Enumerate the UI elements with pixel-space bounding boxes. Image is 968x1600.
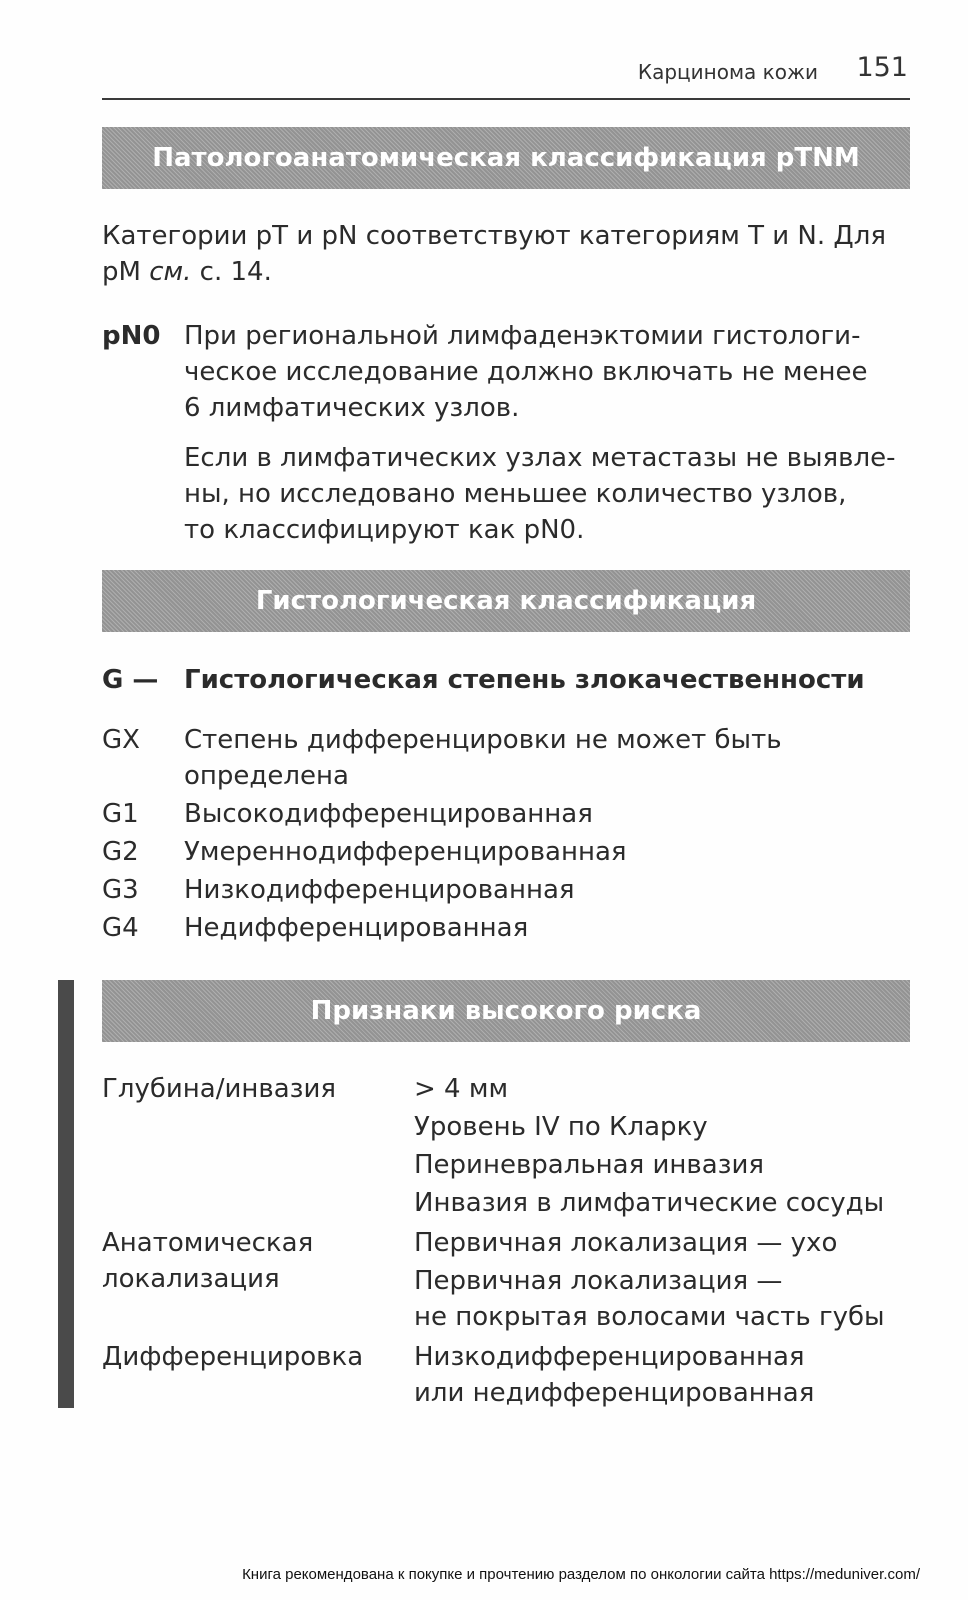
risk-value-line: или недифференцированная xyxy=(414,1378,815,1408)
risk-value xyxy=(414,1109,884,1145)
grade-description-line: Недифференцированная xyxy=(184,913,529,943)
risk-value xyxy=(414,1147,884,1183)
risk-values xyxy=(414,1071,884,1223)
pn0-paragraph-2 xyxy=(184,440,896,548)
pn0-p1-line: 6 лимфатических узлов. xyxy=(184,393,520,423)
grading-heading-code: G — xyxy=(102,665,159,695)
risk-value xyxy=(414,1263,885,1335)
grade-description xyxy=(184,872,575,908)
risk-value xyxy=(414,1071,884,1107)
grade-description-line: Высокодифференцированная xyxy=(184,799,593,829)
pn0-paragraph-1 xyxy=(184,318,867,426)
risk-label xyxy=(102,1225,414,1337)
risk-label-line: локализация xyxy=(102,1264,280,1294)
grade-description-line: определена xyxy=(184,761,349,791)
pn0-p1-line: При региональной лимфаденэктомии гистологи- xyxy=(184,321,861,351)
risk-value-line: Уровень IV по Кларку xyxy=(414,1112,708,1142)
risk-row xyxy=(102,1339,910,1413)
grade-code: G2 xyxy=(102,837,139,867)
pn0-p2-line: ны, но исследовано меньшее количество узлов, xyxy=(184,479,847,509)
grading-heading xyxy=(102,662,865,698)
intro-line-2-italic: см. xyxy=(149,257,192,287)
intro-paragraph xyxy=(102,218,910,290)
grade-description xyxy=(184,910,528,946)
risk-label xyxy=(102,1339,414,1413)
grade-list xyxy=(102,722,910,948)
risk-value-line: Первичная локализация — xyxy=(414,1266,783,1296)
risk-label-line: Дифференцировка xyxy=(102,1342,364,1372)
risk-table xyxy=(102,1071,910,1415)
risk-value xyxy=(414,1225,885,1261)
grade-description xyxy=(184,796,593,832)
grade-row xyxy=(102,796,910,832)
pn0-p2-line: то классифицируют как pN0. xyxy=(184,515,585,545)
grade-row xyxy=(102,910,910,946)
grade-description xyxy=(184,834,627,870)
grade-description-line: Низкодифференцированная xyxy=(184,875,575,905)
page-number: 151 xyxy=(856,52,908,83)
margin-marker-bar xyxy=(58,980,74,1408)
pn0-p1-line: ческое исследование должно включать не менее xyxy=(184,357,868,387)
risk-value-line: Низкодифференцированная xyxy=(414,1342,805,1372)
grade-description-line: Степень дифференцировки не может быть xyxy=(184,725,782,755)
grade-code: G3 xyxy=(102,875,139,905)
risk-value-line: > 4 мм xyxy=(414,1074,509,1104)
risk-values xyxy=(414,1339,814,1413)
grade-code: GX xyxy=(102,725,140,755)
intro-line-2-prefix: pM xyxy=(102,257,150,287)
risk-value xyxy=(414,1339,814,1411)
grade-code: G4 xyxy=(102,913,139,943)
risk-value xyxy=(414,1185,884,1221)
grade-description-line: Умереннодифференцированная xyxy=(184,837,627,867)
risk-label-line: Анатомическая xyxy=(102,1228,314,1258)
risk-label xyxy=(102,1071,414,1223)
risk-value-line: Первичная локализация — ухо xyxy=(414,1228,838,1258)
grade-description xyxy=(184,722,782,794)
grade-row xyxy=(102,872,910,908)
running-title: Карцинома кожи xyxy=(637,60,818,84)
risk-value-line: не покрытая волосами часть губы xyxy=(414,1302,885,1332)
risk-value-line: Периневральная инвазия xyxy=(414,1150,764,1180)
intro-line-1: Категории pT и pN соответствуют категориям T и N. Для xyxy=(102,221,886,251)
grading-heading-text: Гистологическая степень злокачественности xyxy=(184,665,865,695)
intro-line-2 xyxy=(102,254,910,290)
pn0-p2-line: Если в лимфатических узлах метастазы не выявле- xyxy=(184,443,896,473)
risk-values xyxy=(414,1225,885,1337)
running-header xyxy=(102,52,910,100)
section-title-risk: Признаки высокого риска xyxy=(102,980,910,1042)
section-title-histology: Гистологическая классификация xyxy=(102,570,910,632)
section-title-ptnm: Патологоанатомическая классификация pTNM xyxy=(102,127,910,189)
grade-row xyxy=(102,834,910,870)
risk-row xyxy=(102,1071,910,1223)
grade-code: G1 xyxy=(102,799,139,829)
pn0-term: pN0 xyxy=(102,321,161,351)
risk-row xyxy=(102,1225,910,1337)
grade-row xyxy=(102,722,910,794)
risk-value-line: Инвазия в лимфатические сосуды xyxy=(414,1188,885,1218)
footer-note: Книга рекомендована к покупке и прочтению разделом по онкологии сайта https://meduniver.com/ xyxy=(242,1566,920,1583)
risk-label-line: Глубина/инвазия xyxy=(102,1074,336,1104)
intro-line-2-suffix: с. 14. xyxy=(191,257,272,287)
